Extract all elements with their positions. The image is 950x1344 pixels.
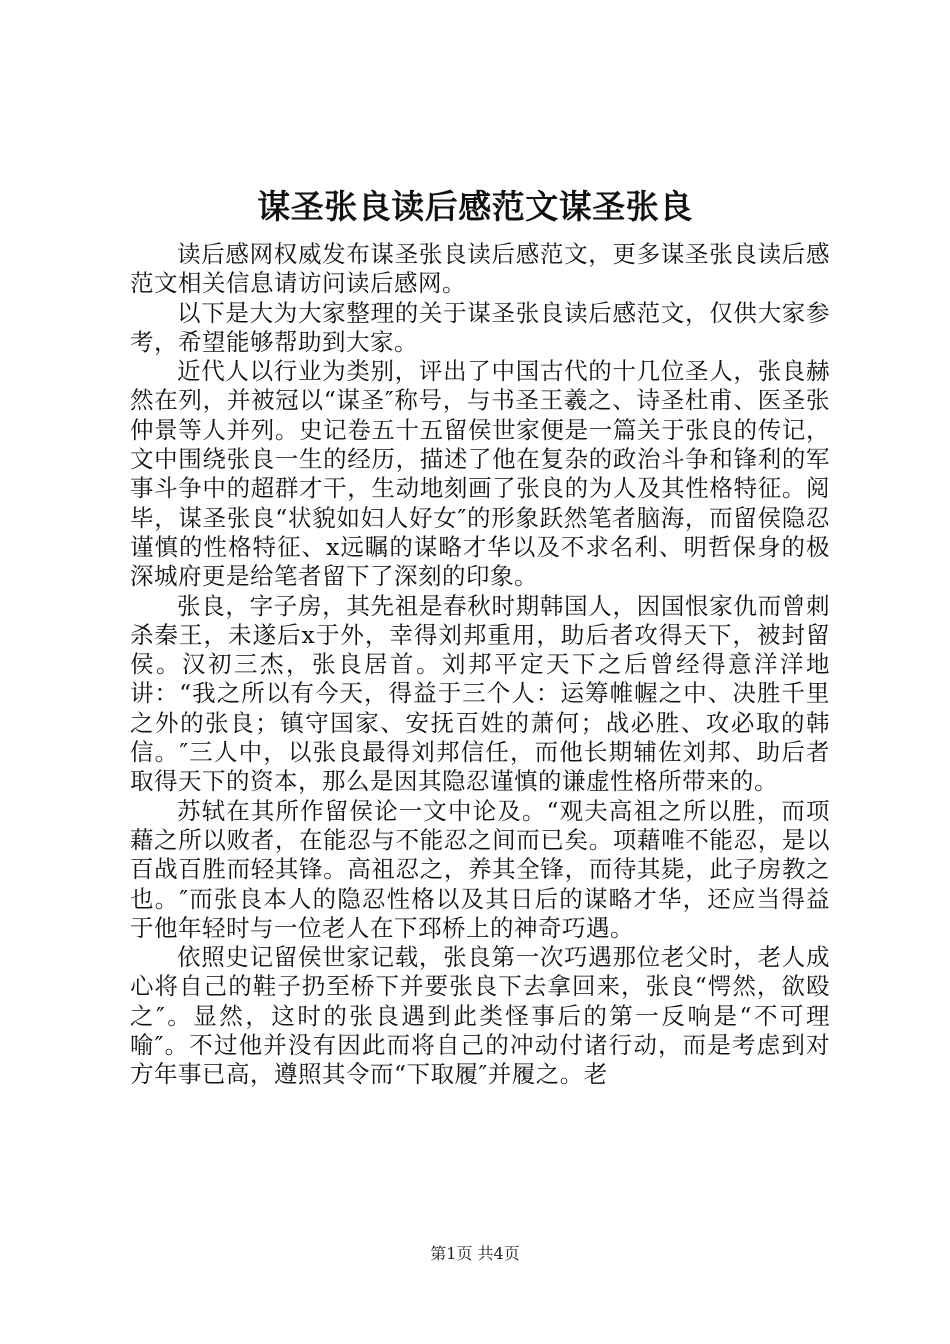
document-title: 谋圣张良读后感范文谋圣张良 [257, 187, 693, 226]
paragraph-sushi-commentary: 苏轼在其所作留侯论一文中论及。“观夫高祖之所以胜，而项藉之所以败者，在能忍与不能忍之间而已矣。项藉唯不能忍，是以百战百胜而轻其锋。高祖忍之，养其全锋，而待其毙，此子房教之也。″而张良本人的隐忍性格以及其日后的谋略才华，还应当得益于他年轻时与一位老人在下邳桥上的神奇巧遇。 [130, 796, 830, 942]
paragraph-zhangliang-biography: 张良，字子房，其先祖是春秋时期韩国人，因国恨家仇而曾刺杀秦王，未遂后x于外，幸得刘邦重用，助后者攻得天下，被封留侯。汉初三杰，张良居首。刘邦平定天下之后曾经得意洋洋地讲：“我之所以有今天，得益于三个人：运筹帷幄之中、决胜千里之外的张良；镇守国家、安抚百姓的萧何；战必胜、攻必取的韩信。″三人中，以张良最得刘邦信任，而他长期辅佐刘邦、助后者取得天下的资本，那么是因其隐忍谨慎的谦虚性格所带来的。 [130, 591, 830, 796]
paragraph-bridge-encounter: 依照史记留侯世家记载，张良第一次巧遇那位老父时，老人成心将自己的鞋子扔至桥下并要张良下去拿回来，张良“愕然，欲殴之″。显然，这时的张良遇到此类怪事后的第一反响是“不可理喻″。不过他并没有因此而将自己的冲动付诸行动，而是考虑到对方年事已高，遵照其令而“下取履″并履之。老 [130, 943, 830, 1089]
paragraph-zhangliang-overview: 近代人以行业为类别，评出了中国古代的十几位圣人，张良赫然在列，并被冠以“谋圣″称号，与书圣王羲之、诗圣杜甫、医圣张仲景等人并列。史记卷五十五留侯世家便是一篇关于张良的传记，文中围绕张良一生的经历，描述了他在复杂的政治斗争和锋利的军事斗争中的超群才干，生动地刻画了张良的为人及其性格特征。阅毕，谋圣张良“状貌如妇人好女″的形象跃然笔者脑海，而留侯隐忍谨慎的性格特征、x远瞩的谋略才华以及不求名利、明哲保身的极深城府更是给笔者留下了深刻的印象。 [130, 357, 830, 591]
page-number-footer: 第1页 共4页 [430, 1244, 520, 1263]
paragraph-reference: 以下是大为大家整理的关于谋圣张良读后感范文，仅供大家参考，希望能够帮助到大家。 [130, 298, 830, 356]
paragraph-intro: 读后感网权威发布谋圣张良读后感范文，更多谋圣张良读后感范文相关信息请访问读后感网。 [130, 240, 830, 298]
document-body [130, 240, 830, 1090]
